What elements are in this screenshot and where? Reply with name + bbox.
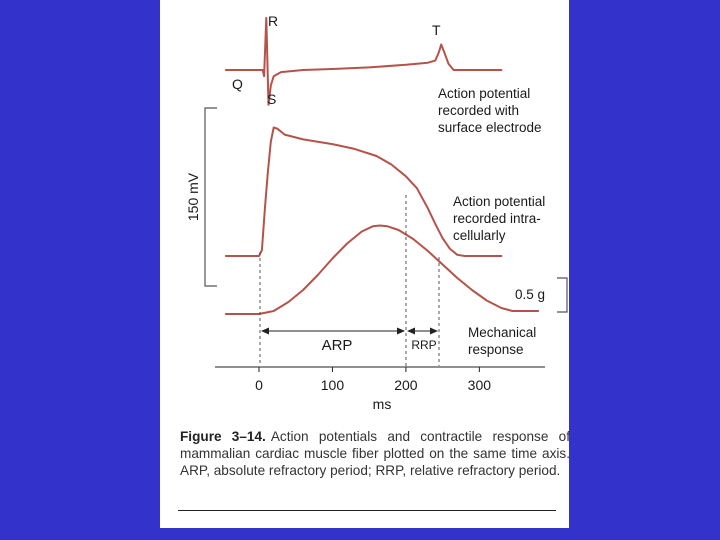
x-tick-label: 300 (467, 377, 492, 393)
ecg-label-s: S (267, 91, 277, 107)
figure-caption-text: Action potentials and contractile response of mammalian cardiac muscle fiber plotted on the same time axis. ARP, absolute refractory period; RRP, relative refractory period. (180, 429, 570, 478)
rrp-arrow-head-left (407, 328, 415, 335)
arp-label: ARP (321, 337, 353, 354)
ecg-trace-label: Action potential recorded with surface electrode (438, 86, 542, 135)
arp-arrow-head-left (261, 328, 269, 335)
x-axis-ticks (255, 367, 491, 393)
x-tick-label: 100 (320, 377, 345, 393)
rrp-arrow-head-right (430, 328, 438, 335)
force-scale-label: 0.5 g (515, 287, 546, 302)
x-tick-label: 200 (394, 377, 418, 393)
x-tick-label: 0 (255, 377, 263, 393)
voltage-scale-label: 150 mV (185, 172, 201, 222)
figure-caption (180, 428, 570, 479)
rrp-label: RRP (411, 338, 437, 352)
action-potential-trace-label: Action potential recorded intra- cellularly (453, 194, 546, 243)
ecg-label-t: T (432, 22, 441, 38)
ecg-label-q: Q (232, 76, 243, 92)
force-scale-bracket (557, 278, 567, 312)
caption-rule (178, 510, 556, 511)
ecg-label-r: R (268, 13, 279, 29)
arp-arrow-head-right (397, 328, 405, 335)
figure-number: Figure 3–14. (180, 429, 266, 444)
x-axis-label: ms (372, 396, 392, 412)
voltage-scale-bracket (205, 108, 217, 286)
mechanical-response-label: Mechanical response (468, 325, 537, 357)
